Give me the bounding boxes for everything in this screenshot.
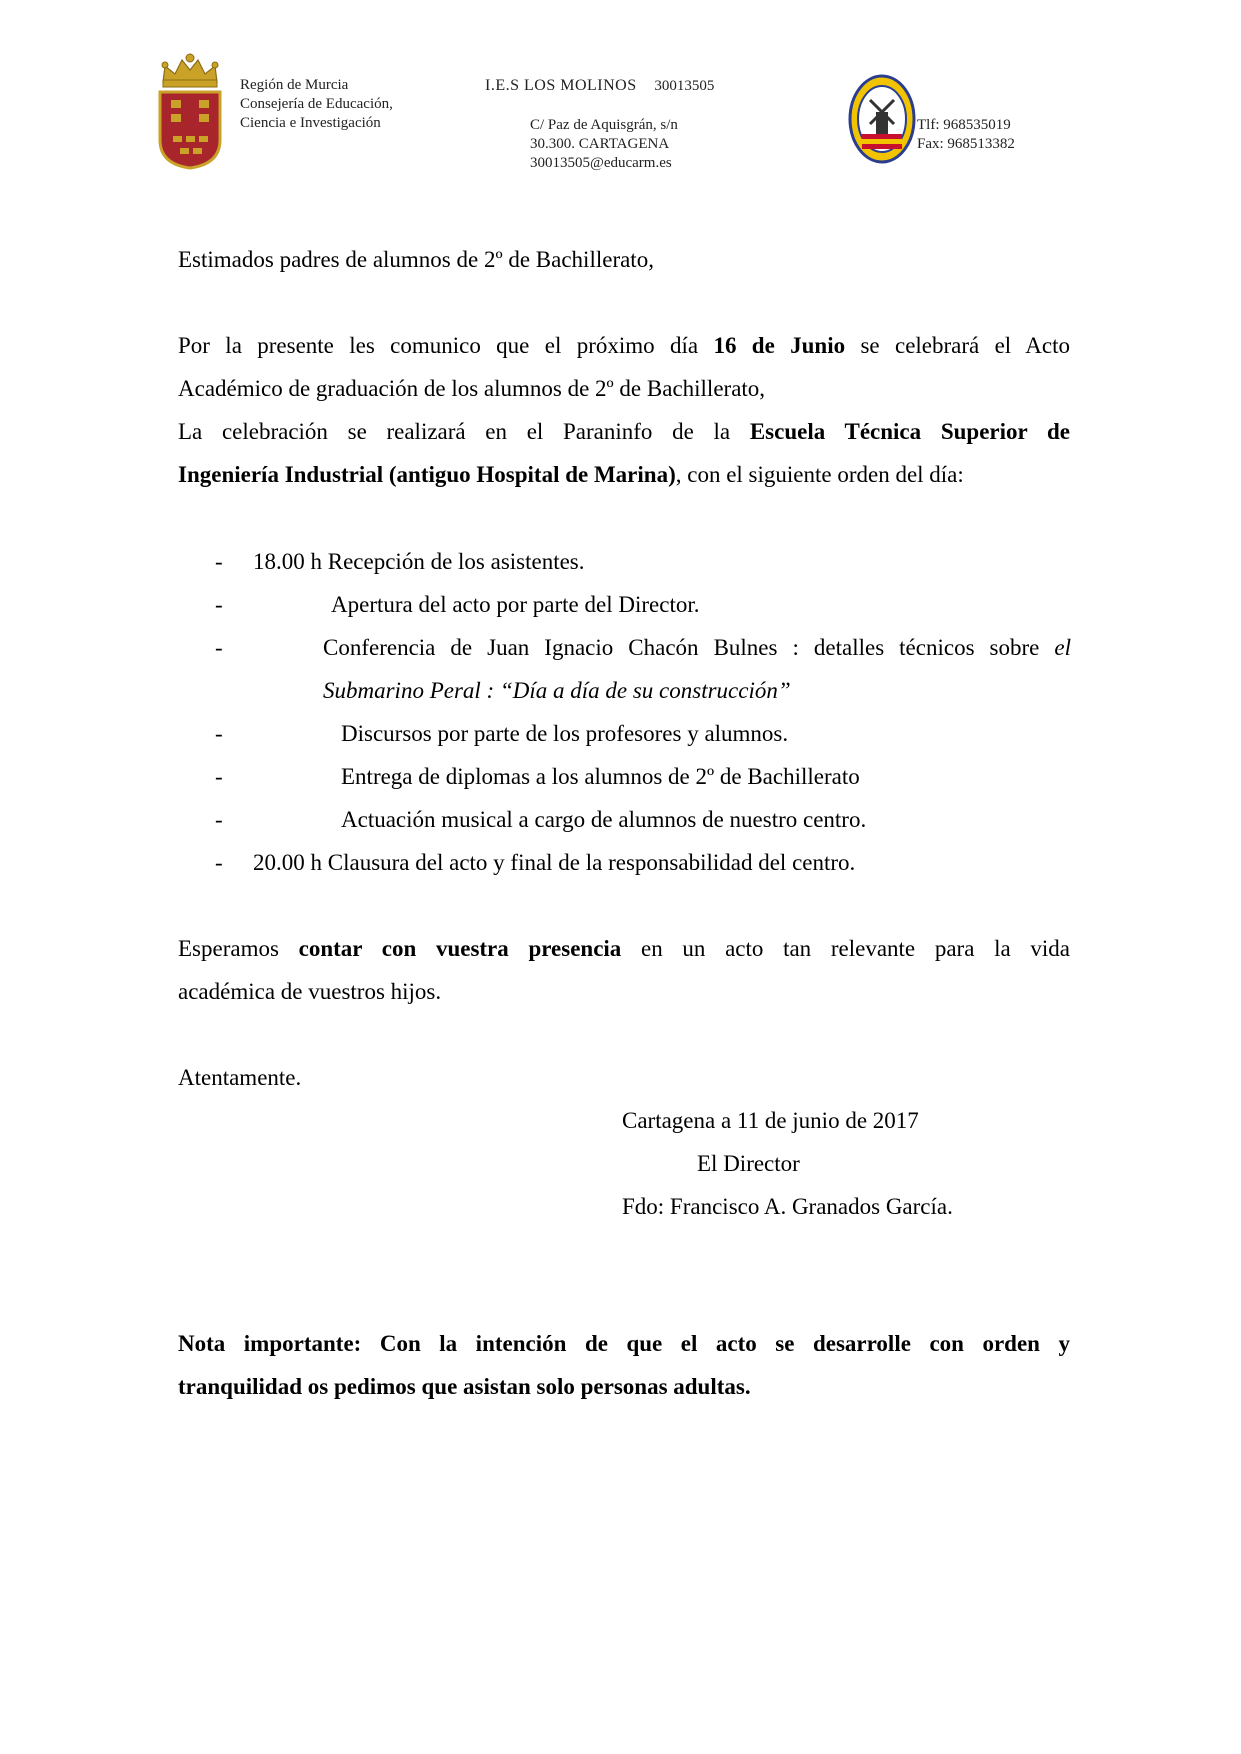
list-dash: - [215, 635, 223, 660]
signer-title: El Director [697, 1151, 800, 1176]
list-dash: - [215, 592, 223, 617]
agenda-item-text [323, 626, 1071, 712]
announcement-text-a: Por la presente les comunico que el próximo día [178, 333, 714, 358]
region-header [240, 76, 393, 133]
school-phone: Tlf: 968535019 [917, 117, 1011, 133]
school-name: I.E.S LOS MOLINOS [485, 77, 637, 94]
list-dash: - [215, 721, 223, 746]
conference-title: Submarino Peral : “Día a día de su construcción” [323, 678, 791, 703]
announcement-line1 [178, 324, 1070, 367]
place-date: Cartagena a 11 de junio de 2017 [622, 1108, 919, 1133]
venue-text-b: , con el siguiente orden del día: [675, 462, 964, 487]
greeting-text: Estimados padres de alumnos de 2º de Bachillerato, [178, 247, 654, 272]
school-contact [917, 116, 1015, 154]
paragraph-announcement [178, 324, 1070, 410]
school-header [485, 76, 714, 96]
invitation-text-b: en un acto tan relevante para la vida [621, 936, 1070, 961]
conference-text: Conferencia de Juan Ignacio Chacón Bulnes : detalles técnicos sobre [323, 635, 1055, 660]
region-name: Región de Murcia [240, 77, 349, 93]
closing-text: Atentamente. [178, 1065, 302, 1090]
event-date: 16 de Junio [713, 333, 846, 358]
announcement-text-b: se celebrará el Acto [845, 333, 1070, 358]
invitation-highlight: contar con vuestra presencia [298, 936, 622, 961]
note-line1: Nota importante: Con la intención de que el acto se desarrolle con orden y [178, 1331, 1070, 1356]
venue-line1 [178, 410, 1070, 453]
ies-los-molinos-logo [848, 74, 916, 164]
signer-name: Fdo: Francisco A. Granados García. [622, 1194, 953, 1219]
paragraph-venue [178, 410, 1070, 496]
address-street: C/ Paz de Aquisgrán, s/n [530, 117, 678, 133]
ministry-name-line1: Consejería de Educación, [240, 96, 393, 112]
agenda-item-text: 20.00 h Clausura del acto y final de la responsabilidad del centro. [253, 850, 856, 875]
ministry-name-line2: Ciencia e Investigación [240, 115, 381, 131]
venue-text-a: La celebración se realizará en el Paraninfo de la [178, 419, 750, 444]
school-fax: Fax: 968513382 [917, 136, 1015, 152]
announcement-line2: Académico de graduación de los alumnos de 2º de Bachillerato, [178, 376, 766, 401]
list-dash: - [215, 549, 223, 574]
region-murcia-crest-logo [155, 52, 225, 170]
invitation-line1 [178, 927, 1070, 970]
list-dash: - [215, 807, 223, 832]
school-address [530, 116, 678, 173]
agenda-item-text: Entrega de diplomas a los alumnos de 2º de Bachillerato [341, 764, 860, 789]
crown-icon [162, 54, 218, 87]
agenda-item-text: Apertura del acto por parte del Director. [331, 592, 700, 617]
agenda-item-text: 18.00 h Recepción de los asistentes. [253, 549, 585, 574]
list-dash: - [215, 850, 223, 875]
invitation-text-a: Esperamos [178, 936, 299, 961]
note-line2: tranquilidad os pedimos que asistan solo personas adultas. [178, 1374, 751, 1399]
greeting [178, 238, 1070, 281]
conference-text-italic: el [1054, 635, 1071, 660]
list-dash: - [215, 764, 223, 789]
venue-name-part1: Escuela Técnica Superior de [749, 419, 1070, 444]
agenda-item-text: Actuación musical a cargo de alumnos de nuestro centro. [341, 807, 867, 832]
venue-line2 [178, 453, 1070, 496]
important-note [178, 1322, 1070, 1408]
school-code: 30013505 [654, 78, 715, 94]
invitation-line2: académica de vuestros hijos. [178, 979, 442, 1004]
address-city: 30.300. CARTAGENA [530, 136, 670, 152]
agenda-item-text: Discursos por parte de los profesores y alumnos. [341, 721, 789, 746]
closing [178, 1056, 1070, 1099]
paragraph-invitation [178, 927, 1070, 1013]
school-email: 30013505@educarm.es [530, 155, 672, 171]
venue-name-part2: Ingeniería Industrial (antiguo Hospital de Marina) [178, 462, 676, 487]
